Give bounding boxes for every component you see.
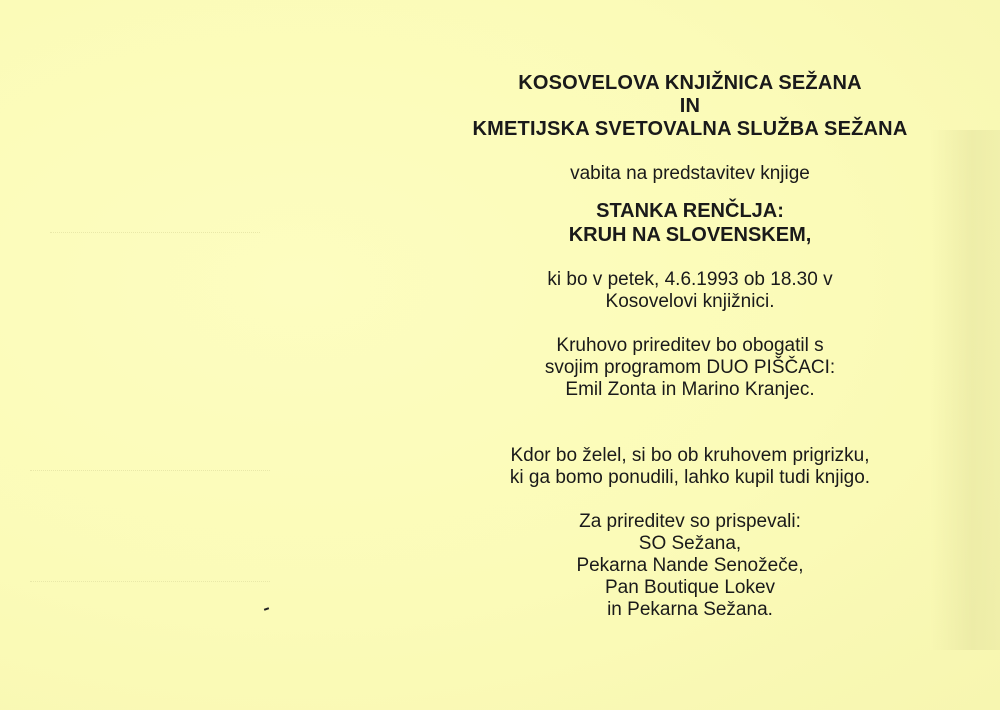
offer-line-2: ki ga bomo ponudili, lahko kupil tudi knjigo. xyxy=(509,467,871,488)
sponsor-item: Pan Boutique Lokev xyxy=(604,577,776,598)
sponsors-heading: Za prireditev so prispevali: xyxy=(579,511,801,532)
offer-line-1: Kdor bo želel, si bo ob kruhovem prigrizku, xyxy=(510,445,870,466)
sponsor-item: SO Sežana, xyxy=(638,533,742,554)
event-venue: Kosovelovi knjižnici. xyxy=(605,291,775,312)
sponsor-item: Pekarna Nande Senožeče, xyxy=(576,555,804,576)
invitation-text xyxy=(390,72,990,621)
book-author: STANKA RENČLJA: xyxy=(596,200,784,222)
event-date: ki bo v petek, 4.6.1993 ob 18.30 v xyxy=(547,269,833,290)
book-title: KRUH NA SLOVENSKEM, xyxy=(568,224,812,246)
program-line-3: Emil Zonta in Marino Kranjec. xyxy=(565,379,815,400)
program-line-1: Kruhovo prireditev bo obogatil s xyxy=(556,335,824,356)
program-line-2: svojim programom DUO PIŠČACI: xyxy=(544,357,836,378)
organizer-advisory-service: KMETIJSKA SVETOVALNA SLUŽBA SEŽANA xyxy=(472,118,908,140)
stray-ink-mark xyxy=(264,607,269,611)
intro-text: vabita na predstavitev knjige xyxy=(570,163,810,184)
organizer-conjunction: IN xyxy=(679,95,701,117)
organizer-library: KOSOVELOVA KNJIŽNICA SEŽANA xyxy=(518,72,862,94)
sponsor-item: in Pekarna Sežana. xyxy=(607,599,773,620)
